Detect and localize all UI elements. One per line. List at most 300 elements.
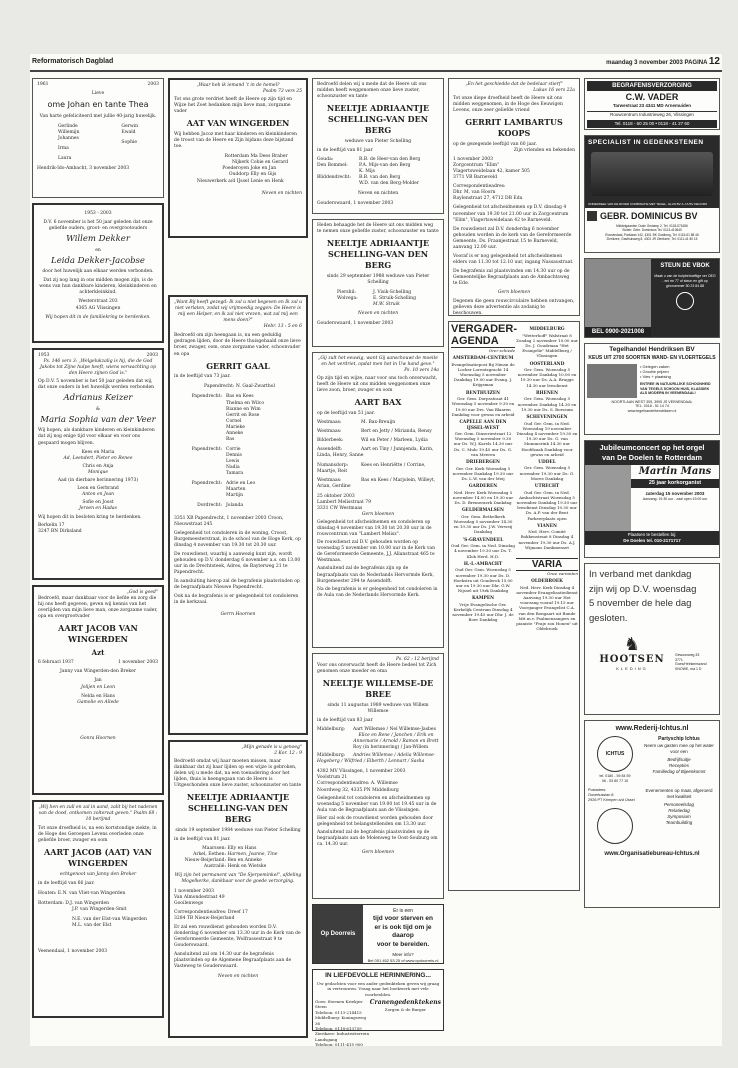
- obituary-aart-jacob-1: [32, 585, 164, 795]
- text-c2-b3-addr-0: 1 november 2003: [174, 889, 214, 895]
- text-c3-b1-title: NEELTJE ADRIAANTJE SCHELLING-VAN DEN BERG: [326, 103, 430, 135]
- text-c2-b1-rows-4-0: Nieuwerkerk a/d IJssel: [196, 178, 249, 184]
- text-c2-b1-rows-3-1: Elly en Gijs: [250, 172, 277, 178]
- text-c2-b3-addr-2: Gooilenwegs: [174, 901, 204, 907]
- agenda-right-list: [516, 327, 578, 550]
- text-c3-ad2-lines-3: Telefoon: 0118-613759: [315, 1025, 362, 1031]
- text-c3-b3-addr-1: Lambert Melisstraat 79: [317, 499, 371, 505]
- text-c1-b1-names_l-1: Willemijn: [57, 130, 80, 136]
- carriage-icon: ♞: [623, 633, 641, 654]
- text-c5-hendriksen-items-2: Vies + plaatsing: [642, 374, 671, 380]
- text-c1-b3-years-1: 2003: [146, 353, 158, 358]
- ad-op-doorreis: [312, 904, 444, 964]
- text-c1-b4-fam-4: Gamolie en Allede: [77, 699, 119, 705]
- text-c2-b2-g3-4: Tamara: [226, 471, 244, 477]
- agenda-right: [516, 324, 578, 631]
- text-c4-agenda-right-6-t: Ned. Herv. Comité Bokkenstraat 8 Dinsdag 4 november 19.30 uur Ds. A.J. Wijmans Dankmenset: [518, 529, 576, 550]
- text-c5-hootsen-l1: In verband met dankdag: [589, 569, 692, 580]
- text-c5-ichtus-list-2: Familiedag of Bijeenkomst: [652, 769, 706, 775]
- text-c1-b3-list-1: Ad, Leendert, Pieter en Renee: [63, 455, 133, 461]
- text-c4-agenda-left-2-t: Ger. Gem. Dinseriestraat 12 Woensdag 5 november 9.30 uur Ds. W.J. Karels 14.30 uur Ds. C. Mulo 19.45 uur Ds. G. van Meeren: [453, 431, 513, 457]
- text-c3-b3-p3: Aansluitend zal de begrafenis zijn op de begraafplaats van de Nederlands Hervormde Kerk, Burgemeester 294 te Assendelft.: [317, 566, 434, 584]
- text-c2-b3-rows-2-1: Ben en Anneke: [227, 858, 262, 864]
- text-c3-b1-rows-0-1: R.B. de Heer-van den Berg: [359, 156, 421, 162]
- text-c5-vbok-tel: BEL 0900-2021008: [585, 327, 651, 337]
- text-c1-b3-list-4: Aad (in dierbare herinnering 1973): [57, 477, 139, 483]
- text-c2-b3-p1: Er zal een rouwdienst gehouden worden D.V. donderdag 6 november om 13.30 uur in de Kerk van de Gereformeerde Gemeente, Wolfrassestraat 9 te Gouderswaard.: [174, 924, 301, 948]
- obituary-aart-jacob-2: [32, 800, 164, 1018]
- text-c2-b2-g3-2: Lewis: [226, 459, 240, 465]
- text-c3-b1-rows-1-1: P.A. Mijs-van den Berg: [359, 162, 411, 168]
- text-c4-agenda-right-6-h: VIANEN: [537, 523, 557, 529]
- obituary-neeltje-willemse: [312, 653, 444, 899]
- text-c1-b4-fam-0: Janny van Wingerden-den Breker: [60, 669, 136, 675]
- text-c3-b3-addr-2: 3331 CW Westmaas: [317, 505, 363, 511]
- text-c5-vader-tel: Tel. 0118 - 60 25 00 • 0118 - 41 27 60: [587, 120, 717, 128]
- text-c4-agenda-title1: VERGADER-: [451, 323, 518, 335]
- text-header-date: maandag 3 november 2003: [606, 60, 683, 66]
- text-c1-b3-list-2: Chris en Anja: [82, 463, 114, 469]
- text-c5-ichtus-addr-0: Postadres:: [588, 788, 607, 793]
- text-c3-ad1-l6: Bel 051 452 53 25 of www.opdoorreis.nl: [367, 957, 439, 963]
- text-c1-b5-verse: „Wij hen en zull en zal in aand, zalit bij het nadenen van de dood, ontkomen zoltervat geven." Psalm 68 : 10 berijmd: [38, 805, 158, 823]
- text-c5-dominicus-caption: ONDERDEEL VAN DE RIVIER COMBINATIE MET TEGEL, GLAS BV A.J.S BV DECORS: [588, 201, 708, 206]
- text-c2-b3-ref: 2 Kor. 12 : 9: [274, 751, 302, 757]
- text-c2-b2-g4-2: Martijn: [226, 493, 243, 499]
- text-c5-jubileum-sub: 25 jaar korkorganist: [631, 479, 719, 488]
- text-c5-ichtus-list2-0: Personeelsdag: [663, 802, 695, 808]
- text-c2-b1-rows-2-0: Poederoyen: [222, 166, 249, 172]
- text-c2-b2-g2-2: Rianne en Wim: [226, 406, 261, 412]
- text-c4-b1-corr-0: Correspondentieadres:: [453, 184, 506, 190]
- announcement-anniversary-2: [32, 203, 164, 343]
- text-c3-ad2-text: Uw gedachten voor een ander gedenkteken geven wij graag in vertrouwen. Vraag naar het boekwerk met vele voorbeelden.: [316, 980, 440, 997]
- text-c1-b3-list-8: Jeroen en Hadas: [79, 506, 117, 512]
- text-c3-b2-rows-1-0: Wolvega:: [337, 295, 358, 301]
- text-c4-b1-corr-2: Raylenstraat 27, 4712 DB Edu: [453, 196, 523, 202]
- text-c5-dominicus-lines-2: Roosendaal, Parklaan 142, 4301 BK Oostburg, Tel. 0115-61 88 46: [605, 232, 699, 237]
- text-c2-b3-sub: sinds 19 september 1984 weduwe van Pieter Schelling: [175, 827, 301, 833]
- newspaper-page: [30, 54, 722, 1046]
- text-c1-b5-lines-0: Houten: E.N. van Vliet-van Wingerden: [38, 891, 126, 897]
- text-c3-b1-rows-3-0: Bliddendrecht:: [317, 174, 351, 180]
- text-c2-b3-rows-0-0: Maarssen:: [202, 845, 226, 851]
- text-c2-b1-rows-0-0: Rotterdam: [224, 154, 249, 160]
- text-c1-b2-text: door het huwelijk aan elkaar werden verbonden.: [42, 269, 154, 275]
- text-c4-agenda-right-2-h: RHENEN: [535, 390, 559, 396]
- text-c5-jubileum-foot: Plaatsen te bestellen bij:: [627, 532, 677, 538]
- column-4: [448, 78, 580, 891]
- column-2: [168, 78, 308, 1043]
- text-c3-b4-text: Voor ons onverwacht heeft de Heere bedeel tot Zich genomen onze moeder en oma: [317, 663, 437, 675]
- text-c1-b5-lines-4: M.L. van der Elst: [72, 923, 112, 929]
- text-c2-b2-g5-0: Jolanda: [226, 503, 244, 509]
- text-c4-agenda-left-7-h: H.-I.-AMBACHT: [463, 561, 503, 567]
- text-c3-b3-age: op de leeftijd van 51 jaar.: [317, 411, 375, 417]
- text-c5-ichtus-list2-2: Symposium: [667, 814, 691, 820]
- text-c2-b2-places-3: Dordrecht:: [197, 503, 222, 509]
- text-c1-b2-en: en: [95, 247, 101, 253]
- text-c4-agenda-left-0-t: Evangelisatiepost Bij Nimsn de Locker Lorentzgracht 14 Woensdag 5 november Dankdag 19.00 uur Evang. J. Krijgsman: [451, 361, 515, 388]
- tiles-photo: [587, 364, 637, 398]
- text-c5-ichtus-web: www.Rederij-Ichtus.nl: [615, 725, 689, 732]
- agenda-left-list: [451, 356, 515, 623]
- text-c3-b4-p1: Gelegenheid tot condoleren en afscheidnemen op woensdag 5 november van 19.00 tot 19.45 uur in de Aula van de Begraafplaats aan de Vlissingen.: [317, 795, 437, 813]
- text-c4-agenda-left-3-h: DRIEBERGEN: [466, 460, 500, 466]
- text-c2-b1-rows-3-0: Ouddorp: [228, 172, 249, 178]
- text-c2-b1-verse: „Waar heb ik iemand ’t in de hemel?: [196, 83, 280, 88]
- text-c1-b1-text: Van harte gefeliciteerd met jullie 40-jarig huwelijk.: [39, 113, 157, 119]
- text-c1-b1-names_r-0: Gerwin: [121, 123, 139, 129]
- text-c3-ad1-l4: voor te bereiden.: [376, 941, 430, 949]
- text-c3-b3-rows-1-0: Westmaas:: [317, 429, 342, 435]
- text-c2-b3-addr-4: 3284 TB Nieuw-Beijerland: [174, 915, 235, 921]
- text-c5-dominicus-lines-3: Zierikzee, Gasthuisweg 8, 4301 JR Zierikzee, Tel. 0111-41 80 15: [606, 237, 698, 242]
- text-c2-b2-foot: Gerrn Hoornen: [220, 612, 256, 618]
- text-c4-b1-verse: „En het geschiedde dat de bedelaar stierf": [465, 82, 563, 87]
- text-c4-agenda-left-1-h: BENTHUIZEN: [465, 390, 501, 396]
- text-c5-hendriksen-name: Tegelhandel Hendriksen BV: [609, 346, 695, 353]
- text-c2-b2-g1-0: Papendrecht: N. Gaal-Zwarthol: [204, 384, 275, 390]
- text-c5-ichtus-tel2: 06 - 53 80 77 10: [601, 779, 629, 784]
- text-c4-agenda-left-6-h: 'S-GRAVENDEEL: [462, 537, 504, 543]
- text-c4-b1-text: Tot onze diepe droefheid heeft de Heere uit ons midden weggenomen, in de Hoge des Eeuwigen Levens, onze zeer geliefde vriend: [453, 96, 563, 114]
- text-c4-agenda-right-1-t: Ger. Gem. Woensdag 5 november Dankdag 10.00 en 19.30 uur Ds. A.A. Brugge 14.30 uur leesdienst: [517, 367, 577, 388]
- text-c4-b1-age: op de gezegende leeftijd van 60 jaar.: [453, 141, 537, 147]
- text-c3-b3-rows-4-1: Kees en Henriëtte / Corrine, Maartje, Reit: [317, 462, 426, 474]
- text-c2-b3-rows-3-0: Australië:: [203, 864, 226, 870]
- obituary-neeltje-schelling-1: [168, 740, 308, 1038]
- text-c5-ichtus-r3: Evenementen op maat, afgeroerd met kwaliteit: [645, 788, 713, 800]
- text-c1-b2-n2: Leida Dekker-Jacobse: [51, 255, 145, 266]
- text-c1-b5-sub: echtgenoot van Janny den Breker: [59, 871, 137, 877]
- text-c5-ichtus-list-0: Bedrijfsuitje: [667, 757, 691, 763]
- text-c5-ichtus-list2-3: Teambuilding: [665, 820, 693, 826]
- text-c5-dominicus-lines-0: Middelgaarden Oude Gedamp 2, Tel. 0118-571656: [616, 224, 688, 229]
- text-c1-b2-years: 1953 - 2003: [84, 211, 112, 216]
- text-c3-b4-addr-2: Correspondentieadres: A. Willemse: [317, 781, 398, 787]
- obituary-neeltje-schelling-2: [312, 78, 444, 214]
- text-c4-agenda-varia_items-0-t: Ned. Herv. Kerk Dinsdag 4 november Evangelisatiedienst Aanvang 19.30 uur Het voorzang vooraf 19.15 uur Voorganger Evangelist C.A. van den Bongaart uit Bunde Mit m.v. Psalmenzangers en pianiste "Fraje zou Honen" uit Oldebroek: [516, 584, 578, 632]
- text-c3-b3-verse: „Gij zult het eeuwig, want Gij aanschouwt de moeite en het verdriet, opdat men het in Uw hand geve.": [318, 356, 438, 368]
- text-c3-b4-rows-0-0: Middelburg:: [317, 726, 346, 732]
- text-c2-b3-rows-2-0: Nieuw-Beijerland:: [184, 858, 226, 864]
- text-c5-ichtus-list2-1: Relatiedag: [668, 808, 690, 814]
- announcement-anniversary-3: [32, 348, 164, 580]
- text-c2-b2-g3-0: Corrie: [226, 446, 241, 452]
- text-c2-b3-verse: „Mijn genade is u genoeg": [241, 745, 302, 750]
- text-c2-b1-rows-4-1: Lenie en Henk: [250, 178, 284, 184]
- text-c2-b2-g2-1: Thelma en Wilco: [226, 400, 265, 406]
- text-c2-b2-p2: De rouwdienst, waarbij u aanwezig kunt zijn, wordt gehouden op D.V. donderdag 6 november a.s. om 13.00 uur in de Drechtsteek, Adres, de Bayterweg 21 te Papendrecht.: [174, 551, 301, 576]
- text-c5-hootsen-side-2: SNOWE, ma 1 D: [675, 667, 702, 672]
- text-c5-vbok-title: STEUN DE VBOK: [660, 263, 710, 269]
- paper-name: Reformatorisch Dagblad: [32, 58, 114, 65]
- dominicus-logo-icon: [587, 211, 597, 221]
- text-c5-hendriksen-tel: TEL. 0318 - 51 14 74: [635, 404, 669, 409]
- text-c2-b3-addr-1: Van Almondestraat 49: [174, 895, 225, 901]
- text-c1-b1-names_l-0: Gerlinde: [57, 123, 78, 129]
- text-c4-agenda-right-3-t: Oud Ger. Gem. in Ned. Woensdag 19 november Dinsdag 4 november 19.30 en 19.30 uur Ds. G. van Mummerink 14.30 uur Hoofdzaak Dankdag voor gewas en arbeid: [516, 420, 578, 457]
- text-c4-agenda-varia_items-0-h: OLDEBROEK: [531, 579, 563, 585]
- text-c1-b2-n1: Willem Dekker: [66, 234, 130, 245]
- text-c4-agenda-left-2-h: CAPELLE AAN DEN IJSSEL-WEST: [459, 419, 507, 431]
- column-1: [32, 78, 164, 1023]
- text-c4-b1-p2: De rouwdienst zal D.V. donderdag 6 november gehouden worden in de kerk van de Gereformeerde Gemeente, Ds. Fraanjestraat 15 te Barneveld, aanvang 12.00 uur.: [453, 226, 572, 250]
- text-c3-b2-rows-1-1: E. Struik-Schelling: [373, 295, 416, 301]
- text-c1-b3-addr-0: Berkelin 17: [38, 523, 65, 529]
- vbok-logo-icon: [676, 292, 694, 310]
- obituary-neeltje-schelling-3: [312, 219, 444, 347]
- text-c4-b1-p5: Degenen die geen rouwcirculaire hebben ontvangen, gelieven deze advertentie als zodanig te beschouwen.: [453, 299, 575, 317]
- text-c3-b3-foot: Gern bloemen: [361, 511, 395, 517]
- text-c2-b1-rows-2-1: Joke en Jan: [250, 166, 277, 172]
- text-c1-b4-d1: 6 februari 1937: [38, 660, 74, 666]
- text-c1-b3-list-7: Sofie en Joost: [82, 500, 114, 505]
- text-c2-b2-p1: Gelegenheid tot condoleren in de woning, Croost, Burgemeesterstraat, in de school van de Hoge Kerk, op dinsdag 4 november van 19.30 tot 20.30 uur.: [174, 530, 301, 548]
- text-c3-b3-rows-3-1: Aart en Tiny / Junnjenda, Karin, Linda, Henry, Sanne: [317, 447, 434, 459]
- text-c4-agenda-sub: Orer schiede: [451, 347, 515, 353]
- obituary-gerrit-gaal: [168, 295, 308, 735]
- text-c2-b2-places-0: Papendrecht:: [191, 394, 222, 400]
- text-c5-jubileum-tel: De Doelen tel. 010-2171717: [623, 538, 681, 544]
- text-c2-b3-age: in de leeftijd van 81 jaar.: [174, 836, 231, 842]
- text-c1-b3-foot: Wij hopen dit in besloten kring te herdenken.: [38, 515, 142, 521]
- text-c2-b3-p2: Aansluitend zal om 14.30 uur de begrafenis plaatsvinden op de Algemene Begraafplaats aan de Vasteweg te Gouderswaard.: [174, 951, 292, 970]
- text-c3-b4-rows-2-1: Roy (in herinnering) / Jan-Willem: [353, 745, 429, 751]
- text-c1-b3-en: &: [95, 406, 100, 412]
- text-c1-b2-addr-0: Westerstraat 203: [78, 299, 118, 305]
- text-c4-agenda-right-1-h: OOSTERLAND: [529, 361, 565, 367]
- text-c4-b1-p1: Gelegenheid tot afscheidnemen op D.V. dinsdag 4 november van 19.30 tot 21.00 uur in Zorgcentrum "Elim", Vlagertsweidelaan 42 te Barneveld.: [453, 205, 569, 223]
- text-c3-b4-ref: Ps. 62 : 12 berijmd: [395, 657, 439, 662]
- text-c1-b1-line1: Lieve: [91, 91, 105, 97]
- text-c2-b3-rows-3-1: Henk en Wietske: [227, 864, 267, 870]
- text-c5-ichtus-brand: ICHTUS: [605, 751, 625, 758]
- text-c5-hootsen-side-1: 3771 Goes/Heinkenszand: [675, 657, 707, 667]
- text-c3-ad1-l5: Meer info?: [392, 951, 414, 957]
- text-c1-b3-addr-1: 3247 BN Dirksland: [38, 529, 82, 535]
- text-c1-b5-lines-2: J.P. van Wingerden-Smit: [72, 907, 127, 913]
- text-c3-b2-foot2: Gouderswaard, 1 november 2003: [317, 320, 394, 326]
- column-5-ads: [584, 78, 720, 913]
- text-c1-b4-fam-2: Jolijen en Leon: [80, 684, 116, 690]
- text-c4-agenda-left-5-t: Ger. Gem. Bethelkerk Woensdag 5 november 14.30 en 19.30 uur Ds. J.W. Verweij Dankdag: [453, 513, 513, 535]
- text-c2-b1-foot: Neven en nichten: [261, 190, 302, 196]
- text-c5-hootsen-side-0: Gewoonweg 33: [675, 652, 700, 657]
- text-c1-b3-n1: Adrianus Keizer: [63, 393, 133, 404]
- text-c1-b3-list-6: Anton en Joan: [81, 491, 115, 497]
- text-c5-hootsen-l4: gesloten.: [589, 613, 628, 625]
- text-c1-b1-names_l-4: Laura: [57, 156, 72, 162]
- text-c2-b2-g2-6: Anneke: [226, 430, 244, 436]
- text-c1-b1-years-0: 1961: [37, 82, 49, 87]
- text-c4-b1-addr-1: Zorgcentrum "Elim": [453, 163, 500, 169]
- text-c4-b1-p3: Vooraf is er nog gelegenheid tot afscheidnemen elders van 11.30 tot 12.10 uur, ingang Nassaustraat.: [453, 253, 574, 265]
- text-c2-b2-p4: Ook na de begrafenis is er gelegenheid tot condoleren in de kerkzaal.: [174, 594, 299, 606]
- text-c5-hendriksen-items-1: Grootte prijzen: [642, 368, 669, 374]
- text-c3-b4-rows-0-1: Aart Willemse / Nel Willemse-Jasbes: [353, 726, 436, 732]
- text-c4-b1-foot: Gern bloemen: [497, 290, 531, 296]
- vbok-photo: [585, 259, 651, 337]
- text-c5-jubileum-title2: van De Doelen te Rotterdam: [601, 453, 703, 463]
- text-c4-agenda-left-7-t: Oud Ger. Gem. Woensdag 5 november 19.30 uur Ds. D. Hoekstra uit Gouderok 15.00 uur en 19.30 uur Dhr. G.W. Nijssel uit Utrk Dankdag: [453, 567, 513, 594]
- text-c5-jubileum-title1: Jubileumconcert op het orgel: [599, 443, 705, 452]
- text-c3-b1-rows-3-1: B.B. van den Berg: [359, 174, 401, 180]
- text-c2-b2-g2-0: Bas en Kees: [226, 394, 254, 400]
- text-c5-hendriksen-items-0: Gelegen zaken: [642, 363, 670, 369]
- text-c3-b4-foot: Gern bloemen: [361, 850, 395, 856]
- text-c2-b2-verse: „Want Bij heeft gezegd: Ik zal u niet begeven en Ik zal u niet verlaten, zodat wij vrijmoedig zeggen: De Heere is mij een Helper, en ik zal niet vrezen, wat zal mij een mens doen?": [174, 300, 303, 324]
- text-c3-ad1-l2: tijd voor sterven en: [373, 914, 433, 922]
- text-c2-b3-text: Bedroefd omdat wij haar moeten missen, maar dankbaar dat zij haar lijden op een wijze is gebroken, delen wij u mede dat, na een toenadering door het lijden, thuis is heengegaan van de Heere is Uitgeschonden onze lieve zuster, schoonzuster en tante: [174, 759, 302, 789]
- text-c5-hootsen-brand: HOOTSEN: [599, 653, 665, 665]
- page-header: [30, 54, 722, 72]
- text-c4-agenda-right-0-t: "Wetterhoff" Walstraat 8 Zondag 2 november 10.00 uur Ds. J. Goudriaan "Het Evangelie" Middelburg / Vlissingen: [516, 332, 578, 359]
- text-c1-b4-text: Bedroefd, maar dankbaar voor de liefde en zorg die hij ons heeft gegeven, geven wij kennis van het overlijden van mijn lieve man, onze zorgzame vader, opa en overgrootvader: [38, 596, 158, 620]
- text-c3-b2-title: NEELTJE ADRIAANTJE SCHELLING-VAN DEN BERG: [326, 238, 430, 270]
- text-c3-b3-title: AART BAX: [354, 397, 402, 408]
- text-c1-b4-sub: Azt: [91, 647, 105, 657]
- text-c3-b4-p2: Hier zal ook de rouwdienst worden gehouden door gelegenheid tot belangstellenden om 13.30 uur.: [317, 815, 434, 827]
- text-c2-b2-p3: In aansluiting hierop zal de begrafenis plaatsvinden op de begraafplaats Nieuwe Papendrecht.: [174, 579, 300, 591]
- text-c4-agenda-title2: AGENDA: [451, 334, 499, 347]
- text-c1-b2-foot: Wij hopen dit in de familiekring te herdenken.: [45, 314, 151, 320]
- text-c3-ad2-lines-0: Goes: Steenen Kriekjes-Steen: [315, 998, 364, 1010]
- text-c1-b3-list-0: Kees en Maria: [81, 449, 115, 455]
- column-3: [312, 78, 444, 1048]
- text-c2-b3-verse2: Wij zijn het permanent van "De Sjerpeminkel", afdeling Mogelkerke, dankbaar voor de goede verzorging.: [174, 873, 302, 885]
- text-c5-ichtus-r1: Partyschip Ichtus: [658, 736, 700, 743]
- text-c2-b2-g4-1: Maarten: [226, 487, 246, 493]
- ad-dominicus: [584, 135, 720, 253]
- text-c2-b2-ref: Hebr. 13 : 5 en 6: [263, 324, 302, 330]
- text-c1-b3-intro: Op D.V. 5 november is het 50 jaar geleden dat wij, dat onze ouders in het huwelijk werden verbonden: [38, 379, 155, 391]
- text-c2-b2-g3-1: Dennis: [226, 453, 242, 459]
- text-c5-vbok-text: Maak u van de hulpbehoeftige ver OEG - eni en 77 of steun en gift op gironummer 50 23 84 88: [654, 274, 716, 288]
- text-c1-b5-foot: Veenendaal, 1 november 2003: [38, 949, 108, 955]
- text-c3-b4-rows-1-1: Elice en Rene / Janchen / Erik en Annemarie / Arnold / Ramon en Brett: [353, 733, 439, 745]
- text-c3-ad2-lines-1: Telefoon: 0113-214415: [315, 1009, 362, 1015]
- text-c1-b3-list-3: Monique: [87, 469, 109, 475]
- text-c2-b1-ref: Psalm 73 vers 25: [262, 89, 302, 95]
- text-c4-agenda-right-4-h: UDDEL: [538, 459, 556, 465]
- text-c1-b2-addr-1: 4365 AG Vlissingen: [75, 305, 121, 311]
- text-c3-b2-foot1: Neven en nichten: [357, 310, 399, 316]
- text-header-page_number: 12: [708, 56, 720, 67]
- text-c1-b4-fam-3: Nelda en Hans: [81, 693, 115, 699]
- text-c1-b4-d2: 1 november 2003: [118, 660, 158, 666]
- obituary-aat-van-wingerden: [168, 78, 308, 238]
- text-c4-agenda-left-4-h: GARDEREN: [468, 484, 498, 490]
- text-c3-b1-rows-2-1: K. Mijs: [359, 168, 375, 174]
- text-c1-b1-names_l-3: Irma: [57, 146, 69, 152]
- obituary-gerrit-koops: [448, 78, 580, 316]
- text-c2-b3-title: NEELTJE ADRIAANTJE SCHELLING-VAN DEN BERG: [186, 792, 290, 825]
- text-c4-agenda-left-6-t: Oud Ger. Gem. in Ned. Dinsdag 4 november 19.30 uur Ds. T. Klok Herd. H.D.: [451, 543, 515, 559]
- text-c3-b4-p3: Aansluitend zal de begrafenis plaatsvinden op de begraafplaats aan de Molenweg te Oost-Souburg om ca. 14.30 uur.: [317, 829, 438, 848]
- text-c3-b2-text: Heden behaagde het de Heere uit ons midden weg te nemen onze geliefde zuster, schoonzuster en tante: [317, 223, 439, 235]
- text-c3-b3-rows-2-1: Wil en Peter / Marleen, Lydia: [361, 438, 428, 444]
- text-c3-b2-sub: sinds 29 september 1988 weduwe van Pieter Schelling: [326, 273, 430, 285]
- ichtus-logo-2-icon: [597, 808, 633, 844]
- text-c2-b1-text: Tot ons grote verdriet heeft de Heere op zijn tijd en Wijze het Zoet bedanken mijn lieve man, zorgzame vader: [174, 97, 292, 115]
- text-c3-b3-p1: Gelegenheid tot afscheidnemen en condoleren op dinsdag 4 november van 19.30 tot 20.30 uur in de rouwcentrum van "Lambert Melisz".: [317, 520, 432, 538]
- ad-cw-vader: [584, 78, 720, 130]
- text-c3-ad2-brand: Cranengedenktekens: [369, 998, 441, 1006]
- text-c1-b5-age: in de leeftijd van 66 jaar.: [38, 881, 95, 887]
- text-c1-b1-names_r-1: Ewald: [121, 130, 136, 136]
- text-c3-b3-rows-0-1: M. Bax-Breuijn: [361, 420, 396, 426]
- text-c3-b3-rows-4-0: Numansdorp:: [317, 462, 349, 468]
- agenda-left: [451, 323, 518, 623]
- text-c3-b3-text: Op zijn tijd en wijze, naar voor ons toch onverwacht, heeft de Heere uit ons midden weggenomen onze lieve zoon, broer, zwager en oom: [317, 376, 438, 394]
- text-c1-b5-title: AART JACOB (AAT) VAN WINGERDEN: [44, 847, 152, 869]
- text-c1-b2-thanks: Dat zij nog lang in ons midden mogen zijn, is de wens van hun dankbare kinderen, kleinkinderen en achterkleinkind.: [39, 278, 157, 296]
- text-c1-b5-lines-3: N.E. van der Elst-van Wingerden: [72, 917, 147, 923]
- text-c5-ichtus-addr-2: 2926 PT Krimpen a/d IJssel: [588, 798, 635, 803]
- ad-rederij-ichtus: [584, 720, 720, 908]
- text-c1-b2-intro: D.V. 6 november is het 50 jaar geleden dat onze geliefde ouders, groot- en overgrootouders: [43, 220, 153, 232]
- ad-in-liefdevolle-herinnering: [312, 969, 444, 1048]
- text-c5-vader-addr2: Rouwcentrum Industrieweg 26, Vlissingen: [587, 111, 717, 118]
- gravestone-photo: [591, 152, 713, 196]
- text-c4-agenda-varia_sub: Onze varianten: [547, 571, 578, 577]
- text-c2-b2-text: Bedroefd om zijn heengaan is, nu een geduldig gedragen lijden, door de Heere thuisgehaald onze lieve broer, zwager, oom, onze zorgzame vader, schoonvader en opa: [174, 333, 301, 357]
- text-c1-b3-list-5: Leon en Gerbrand: [77, 485, 119, 491]
- text-c4-agenda-left-0-h: AMSTERDAM-CENTRUM: [452, 356, 514, 362]
- text-c3-b4-addr-1: Voolstrum 21: [317, 775, 348, 781]
- text-c1-b4-foot: Gonra Hoornen: [80, 735, 116, 741]
- text-c3-ad1-brand: Op Doorreis: [313, 905, 363, 963]
- text-c3-b1-rows-0-0: Gouda:: [317, 156, 334, 162]
- text-c4-agenda-right-0-h: MIDDELBURG: [529, 327, 565, 332]
- text-c3-b1-age: in de leeftijd van 81 jaar: [317, 147, 373, 153]
- text-c5-ichtus-foot: www.Organisatiebureau-Ichtus.nl: [604, 850, 700, 857]
- text-c1-b1-years-1: 2003: [147, 82, 159, 87]
- text-c3-ad2-lines-4: Zierikzee: Industrieterrein Landsgang: [315, 1031, 370, 1042]
- text-header-page_label: PAGINA: [684, 60, 708, 66]
- text-c4-agenda-left-8-h: KAMPEN: [471, 596, 495, 602]
- text-c3-ad2-title: IN LIEFDEVOLLE HERINNERING...: [325, 972, 431, 979]
- text-c1-b1-title: ome Johan en tante Thea: [47, 100, 149, 110]
- text-c4-b1-title: GERRIT LAMBARTUS KOOPS: [465, 117, 563, 139]
- text-c1-b1-names_r-2: Sophie: [121, 140, 138, 146]
- text-c2-b2-addr: 3351 XB Papendrecht, 1 november 2003 Croon, Nieuwstraat 245: [174, 515, 284, 527]
- text-c5-hendriksen-slogan: ENTREE IN NATUURLIJKE SCHOONHEID VAN TEGELS SCHOON HUIS, KLASSIEK ALS MODERN IN VEENENDAAL!: [640, 381, 711, 396]
- text-c1-b5-lines-1: Rotterdam: D.J. van Wingerden: [38, 901, 110, 907]
- text-c4-agenda-left-3-t: Ger. Ger. Kerk Woensdag 5 november Dankdag 19.30 uur Ds. L.W. van der Meij: [452, 465, 514, 481]
- text-c2-b2-g2-5: Marieke: [226, 424, 245, 430]
- text-c3-ad2-lines-2: Middelburg: Koningsweg 36: [315, 1015, 367, 1026]
- text-c5-ichtus-r2: Neem uw gasten mee op het water voor een: [644, 743, 714, 755]
- text-c4-agenda-left-5-h: GELDERMALSEN: [462, 508, 504, 514]
- text-c3-b4-age: in de leeftijd van 83 jaar: [317, 717, 373, 723]
- text-c2-b2-title: GERRIT GAAL: [206, 360, 270, 371]
- text-c2-b3-rows-1-1: Harmen, Joanne, Tine: [227, 852, 278, 858]
- text-c5-hootsen-l2: zijn wij op D.V. woensdag: [589, 583, 697, 595]
- text-c3-b1-rows-4-1: W.D. van den Berg-Molder: [359, 180, 419, 186]
- text-c3-b3-addr-0: 25 oktober 2003: [317, 493, 355, 499]
- spacer: [168, 243, 308, 295]
- text-c4-agenda-right-3-h: SCHEVENINGEN: [526, 414, 568, 420]
- text-c5-hendriksen-web: www.tegelhandelhendriksen.nl: [627, 409, 677, 414]
- text-c2-b2-places-1: Papendrecht:: [191, 446, 222, 452]
- text-c5-hootsen-l3: 5 november de hele dag: [589, 598, 692, 610]
- text-c3-b3-rows-2-0: Bilderbeek:: [317, 438, 344, 444]
- announcement-anniversary-1: [32, 78, 164, 198]
- text-c3-b4-rows-3-1: Andries Willemse / Adelia Willemse-Hogeberg / Wilfried / Elberth / Lennart / Sasha: [317, 753, 436, 765]
